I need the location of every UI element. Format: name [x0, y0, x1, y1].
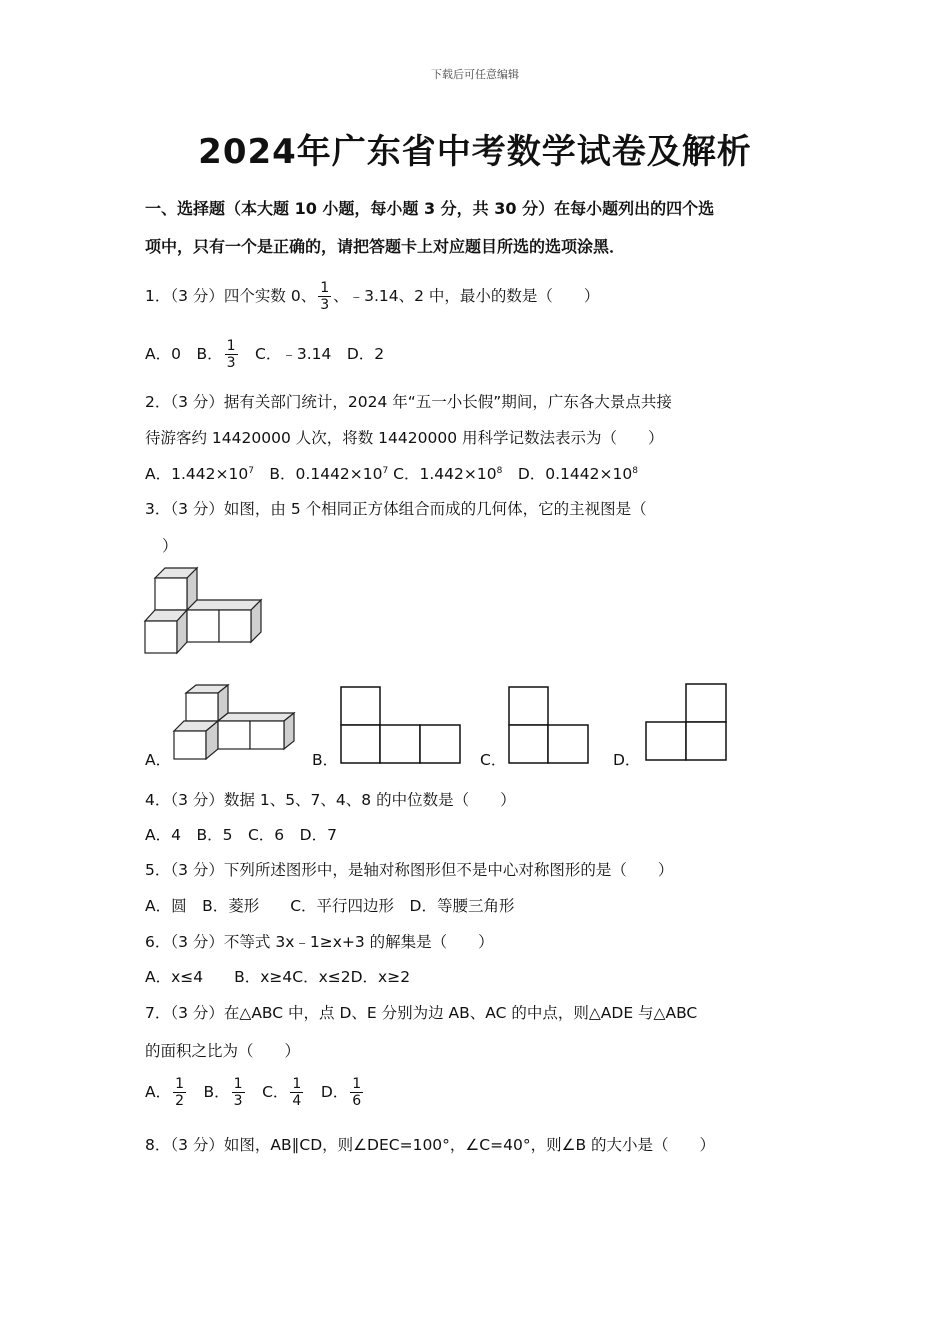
q7-options — [145, 1076, 365, 1109]
q7-option-c-den: 4 — [292, 1093, 302, 1109]
q3-option-a-figure — [172, 683, 298, 763]
q7-option-b: B． — [188, 1083, 230, 1101]
q7-option-d: D． — [305, 1083, 349, 1101]
q3-option-d-label: D． — [613, 751, 641, 769]
q1-option-a: A．0 B． — [145, 345, 223, 363]
q1-stem — [145, 280, 599, 313]
q1-option-rest: C．﹣3.14 D．2 — [239, 345, 385, 363]
q2-option-d: D．0.1442×10 — [502, 465, 633, 483]
q2-option-c: C．1.442×10 — [388, 465, 497, 483]
q2-stem-line1: 2．（3 分）据有关部门统计，2024 年“五一小长假”期间，广东各大景点共接 — [145, 393, 672, 411]
q7-option-d-den: 6 — [352, 1093, 362, 1109]
q7-option-b-fraction — [232, 1076, 245, 1109]
q7-option-a-den: 2 — [175, 1093, 185, 1109]
q5-options: A．圆 B．菱形 C．平行四边形 D．等腰三角形 — [145, 897, 515, 915]
q7-stem-line2: 的面积之比为（ ） — [145, 1042, 301, 1060]
q3-option-d-figure — [645, 683, 729, 763]
q1-option-b-fraction — [225, 338, 238, 371]
q7-option-a-fraction — [173, 1076, 186, 1109]
section-heading-line2: 项中，只有一个是正确的，请把答题卡上对应题目所选的选项涂黑． — [145, 237, 626, 256]
q1-fraction-den: 3 — [320, 297, 330, 313]
q3-option-c-figure — [508, 686, 590, 766]
q1-fraction — [318, 280, 331, 313]
q7-option-c: C． — [246, 1083, 289, 1101]
q4-stem: 4．（3 分）数据 1、5、7、4、8 的中位数是（ ） — [145, 791, 516, 809]
q2-option-a-exp: 7 — [248, 465, 254, 476]
q1-option-b-den: 3 — [226, 355, 236, 371]
q1-stem-text-b: 、﹣3.14、2 中，最小的数是（ ） — [333, 287, 600, 305]
q7-option-a: A． — [145, 1083, 172, 1101]
q7-stem-line1: 7．（3 分）在△ABC 中，点 D、E 分别为边 AB、AC 的中点，则△ADE 与△ABC — [145, 1004, 698, 1022]
section-heading-line1: 一、选择题（本大题 10 小题，每小题 3 分，共 30 分）在每小题列出的四个选 — [145, 199, 715, 218]
q1-fraction-num: 1 — [320, 280, 330, 296]
q1-option-b-num: 1 — [226, 338, 236, 354]
header-note: 下载后可任意编辑 — [431, 68, 519, 81]
q7-option-c-fraction — [290, 1076, 303, 1109]
q8-stem: 8．（3 分）如图，AB∥CD，则∠DEC=100°，∠C=40°，则∠B 的大小是（ ） — [145, 1136, 716, 1154]
q3-option-b-label: B． — [312, 751, 339, 769]
q7-option-b-num: 1 — [233, 1076, 243, 1092]
q1-stem-text-a: 1．（3 分）四个实数 0、 — [145, 287, 317, 305]
q4-options: A．4 B．5 C．6 D．7 — [145, 826, 337, 844]
q1-options — [145, 338, 384, 371]
q7-option-b-den: 3 — [233, 1093, 243, 1109]
q2-option-a: A．1.442×10 — [145, 465, 249, 483]
q2-options — [145, 462, 638, 484]
q3-solid-figure — [143, 566, 267, 658]
q7-option-d-fraction — [350, 1076, 363, 1109]
q6-stem: 6．（3 分）不等式 3x﹣1≥x+3 的解集是（ ） — [145, 933, 494, 951]
q7-option-d-num: 1 — [352, 1076, 362, 1092]
q2-option-c-exp: 8 — [496, 465, 503, 476]
q3-stem-line1: 3．（3 分）如图，由 5 个相同正方体组合而成的几何体，它的主视图是（ — [145, 500, 647, 518]
q3-option-b-figure — [340, 686, 462, 766]
q5-stem: 5．（3 分）下列所述图形中，是轴对称图形但不是中心对称图形的是（ ） — [145, 861, 674, 879]
q6-options: A．x≤4 B．x≥4C．x≤2D．x≥2 — [145, 968, 411, 986]
page-title: 2024年广东省中考数学试卷及解析 — [198, 132, 752, 172]
q7-option-c-num: 1 — [292, 1076, 302, 1092]
q3-stem-line2: ） — [162, 537, 178, 555]
q2-stem-line2: 待游客约 14420000 人次，将数 14420000 用科学记数法表示为（ ） — [145, 429, 664, 447]
q3-option-c-label: C． — [480, 751, 507, 769]
q2-option-b-exp: 7 — [382, 465, 389, 476]
q2-option-d-exp: 8 — [632, 465, 638, 476]
q7-option-a-num: 1 — [175, 1076, 185, 1092]
q3-option-a-label: A． — [145, 751, 172, 769]
q2-option-b: B．0.1442×10 — [253, 465, 383, 483]
